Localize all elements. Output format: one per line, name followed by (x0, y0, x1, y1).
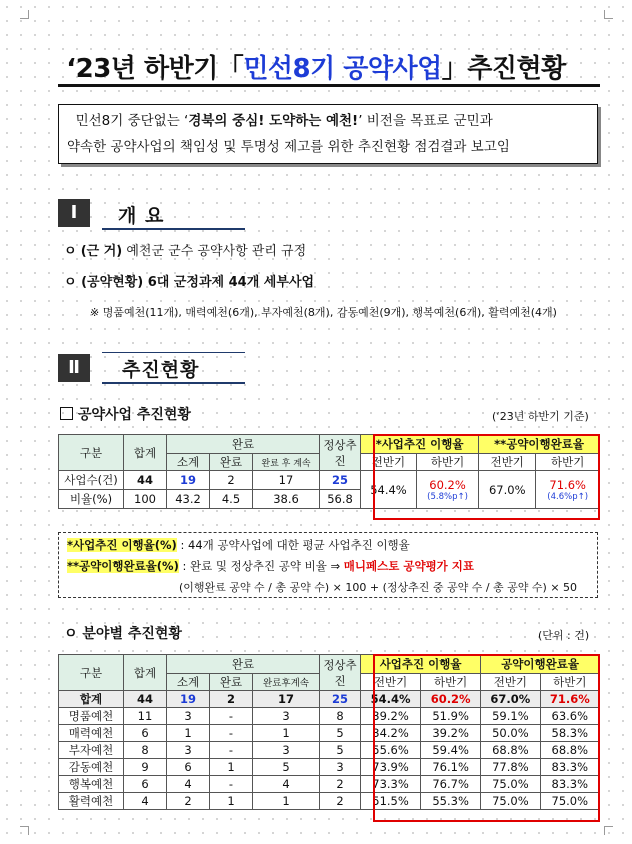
subsection-label: 공약사업 추진현황 (77, 407, 191, 423)
table-cell: 56.8 (320, 490, 361, 509)
rate-highlight-frame (373, 434, 600, 520)
table-cell: 11 (124, 708, 167, 725)
bullet-mark: ㅇ (64, 275, 77, 290)
table-cell: 76.7% (421, 776, 481, 793)
note-label: *사업추진 이행율(%) (67, 538, 177, 552)
section-number: Ⅰ (58, 199, 90, 227)
table-row (59, 691, 600, 708)
note-label: **공약이행완료율(%) (67, 559, 179, 573)
bullet-mark: ㅇ (64, 244, 77, 259)
header-cell: 구분 (59, 435, 124, 471)
category-count-note: ※ 명품예천(11개), 매력예천(6개), 부자예천(8개), 감동예천(9개), 행복예천(6개), 활력예천(4개) (90, 306, 557, 319)
row-label: 활력예천 (59, 793, 124, 810)
table-cell: 25 (320, 471, 361, 490)
row-label: 감동예천 (59, 759, 124, 776)
header-cell: 전반기 (479, 454, 536, 471)
table-cell: 5 (320, 725, 361, 742)
table-cell: 75.0% (540, 793, 599, 810)
header-cell: 정상추진 (320, 655, 361, 691)
bullet-mark: ㅇ (64, 626, 78, 642)
header-cell: 하반기 (536, 454, 600, 471)
intro-text: ’ 비전을 목표로 군민과 (358, 113, 493, 129)
header-cell: 완료 (210, 674, 253, 691)
page-corner-mark (20, 826, 29, 835)
table-cell: 59.1% (481, 708, 540, 725)
row-label: 명품예천 (59, 708, 124, 725)
table-cell: 55.3% (421, 793, 481, 810)
page-corner-mark (604, 10, 613, 19)
header-cell: 소계 (167, 454, 210, 471)
table-cell: 39.2% (361, 708, 421, 725)
intro-slogan: 경북의 중심! 도약하는 예천! (188, 113, 359, 129)
header-cell: 하반기 (540, 674, 599, 691)
row-label: 사업수(건) (59, 471, 124, 490)
header-cell: *사업추진 이행율 (361, 435, 479, 454)
table-cell: 58.3% (540, 725, 599, 742)
header-cell: 완료후계속 (253, 674, 320, 691)
table-cell: - (210, 725, 253, 742)
table-row (59, 742, 600, 759)
table-cell: 100 (124, 490, 167, 509)
note-text: : 44개 공약사업에 대한 평균 사업추진 이행율 (180, 538, 410, 552)
table-cell: 71.6% (540, 691, 599, 708)
header-cell: 합계 (124, 655, 167, 691)
reference-date-note: (‘23년 하반기 기준) (492, 410, 589, 423)
row-label: 행복예천 (59, 776, 124, 793)
category-table (58, 654, 600, 810)
row-label: 합계 (59, 691, 124, 708)
table-cell: 1 (210, 793, 253, 810)
table-cell: 54.4% (361, 471, 417, 509)
table-cell: 1 (253, 725, 320, 742)
header-cell: 완료 (167, 435, 320, 454)
table-cell: 44 (124, 471, 167, 490)
table-cell: 19 (167, 691, 210, 708)
table-cell: - (210, 742, 253, 759)
table-cell: 4 (253, 776, 320, 793)
page-title (0, 48, 632, 85)
rate-value: 60.2% (429, 477, 466, 492)
bullet-label: (근 거) (80, 244, 123, 259)
table-cell: 8 (124, 742, 167, 759)
section-title: 개 요 (118, 205, 165, 227)
table-cell: 2 (210, 691, 253, 708)
table-cell: 68.8% (481, 742, 540, 759)
table-cell: 73.9% (361, 759, 421, 776)
table-cell: 67.0% (479, 471, 536, 509)
table-cell: 6 (124, 776, 167, 793)
table-cell: 1 (253, 793, 320, 810)
header-cell: 소계 (167, 674, 210, 691)
table-cell: 63.6% (540, 708, 599, 725)
table-cell: 34.2% (361, 725, 421, 742)
table-cell: 39.2% (421, 725, 481, 742)
table-cell: 25 (320, 691, 361, 708)
table-row (59, 776, 600, 793)
bullet-text: 예천군 군수 공약사항 관리 규정 (126, 244, 307, 259)
category-table-body (59, 691, 600, 810)
header-cell: 완료 후 계속 (253, 454, 320, 471)
bullet-status (64, 271, 314, 290)
table-cell: 1 (167, 725, 210, 742)
table-row (59, 793, 600, 810)
table-cell: - (210, 708, 253, 725)
table-cell: 54.4% (361, 691, 421, 708)
table-cell: 3 (167, 742, 210, 759)
table-cell: 73.3% (361, 776, 421, 793)
table-cell: 76.1% (421, 759, 481, 776)
table-cell: 38.6 (253, 490, 320, 509)
table-cell: 75.0% (481, 793, 540, 810)
table-cell: 5 (253, 759, 320, 776)
bullet-text: (공약현황) 6대 군정과제 44개 세부사업 (81, 275, 315, 290)
header-cell: 정상추진 (320, 435, 361, 471)
header-cell: 전반기 (361, 454, 417, 471)
intro-box (58, 104, 598, 164)
page-corner-mark (20, 10, 29, 19)
row-label: 부자예천 (59, 742, 124, 759)
subsection-title (64, 623, 182, 643)
table-cell: 19 (167, 471, 210, 490)
table-cell: 59.4% (421, 742, 481, 759)
header-cell: 구분 (59, 655, 124, 691)
header-cell: 하반기 (416, 454, 478, 471)
table-cell: 60.2% (421, 691, 481, 708)
table-cell: 75.0% (481, 776, 540, 793)
subsection-title (60, 404, 191, 424)
header-cell: 전반기 (481, 674, 540, 691)
table-cell: 2 (320, 776, 361, 793)
table-cell: 5 (320, 742, 361, 759)
section-title: 추진현황 (122, 359, 200, 381)
table-cell: 50.0% (481, 725, 540, 742)
table-cell: 83.3% (540, 759, 599, 776)
title-prefix: ‘23년 하반기「 (66, 54, 244, 84)
section-overline (102, 352, 245, 353)
intro-line-1 (67, 108, 589, 134)
table-cell: 4 (124, 793, 167, 810)
table-cell: 2 (320, 793, 361, 810)
table-cell: 2 (210, 471, 253, 490)
header-cell: 완료 (167, 655, 320, 674)
table-cell: 17 (253, 471, 320, 490)
intro-line-2: 약속한 공약사업의 책임성 및 투명성 제고를 위한 추진현황 점검결과 보고임 (67, 139, 510, 155)
section-number: Ⅱ (58, 354, 90, 382)
table-cell: 6 (124, 725, 167, 742)
table-cell: 3 (167, 708, 210, 725)
section-underline (102, 382, 245, 384)
table-cell: 55.6% (361, 742, 421, 759)
header-cell: **공약이행완료율 (479, 435, 600, 454)
table-cell: 3 (253, 742, 320, 759)
table-cell: 43.2 (167, 490, 210, 509)
unit-note: (단위 : 건) (538, 629, 590, 642)
table-cell: 83.3% (540, 776, 599, 793)
note-formula: (이행완료 공약 수 / 총 공약 수) × 100 + (정상추진 중 공약 수 / 총 공약 수) × 50 (179, 581, 578, 594)
table-row (59, 725, 600, 742)
header-cell: 하반기 (421, 674, 481, 691)
table-cell: 68.8% (540, 742, 599, 759)
rate-delta: (4.6%p↑) (547, 491, 589, 502)
title-suffix: 」추진현황 (441, 54, 566, 84)
table-cell: 4 (167, 776, 210, 793)
header-cell: 사업추진 이행율 (361, 655, 481, 674)
table-cell: 6 (167, 759, 210, 776)
checkbox-icon (60, 407, 73, 420)
bullet-basis (64, 240, 306, 259)
table-cell: 77.8% (481, 759, 540, 776)
table-cell: 17 (253, 691, 320, 708)
table-cell: 3 (320, 759, 361, 776)
note-highlight: 매니페스토 공약평가 지표 (343, 559, 475, 573)
table-cell: 1 (210, 759, 253, 776)
table-cell: 8 (320, 708, 361, 725)
rate-value: 71.6% (549, 477, 586, 492)
table-cell: 3 (253, 708, 320, 725)
table-cell: 67.0% (481, 691, 540, 708)
table-cell: - (210, 776, 253, 793)
table-cell: 51.9% (421, 708, 481, 725)
note-text: : 완료 및 정상추진 공약 비율 ⇒ (182, 559, 341, 573)
title-underline (58, 84, 600, 87)
table-cell: 4.5 (210, 490, 253, 509)
row-label: 비율(%) (59, 490, 124, 509)
header-cell: 전반기 (361, 674, 421, 691)
header-cell: 합계 (124, 435, 167, 471)
note-line-1 (67, 537, 410, 553)
table-row (59, 708, 600, 725)
section-underline (102, 228, 245, 230)
definition-note-box (58, 532, 598, 598)
table-cell: 9 (124, 759, 167, 776)
header-cell: 완료 (210, 454, 253, 471)
page-corner-mark (604, 826, 613, 835)
intro-text: 민선8기 중단없는 ‘ (75, 113, 189, 129)
header-cell: 공약이행완료율 (481, 655, 600, 674)
table-cell: 44 (124, 691, 167, 708)
row-label: 매력예천 (59, 725, 124, 742)
note-line-2 (67, 558, 474, 574)
title-highlight: 민선8기 공약사업 (243, 54, 442, 84)
table-cell: 2 (167, 793, 210, 810)
table-row (59, 759, 600, 776)
rate-delta: (5.8%p↑) (427, 491, 468, 502)
subsection-label: 분야별 추진현황 (82, 626, 182, 642)
table-cell: 51.5% (361, 793, 421, 810)
